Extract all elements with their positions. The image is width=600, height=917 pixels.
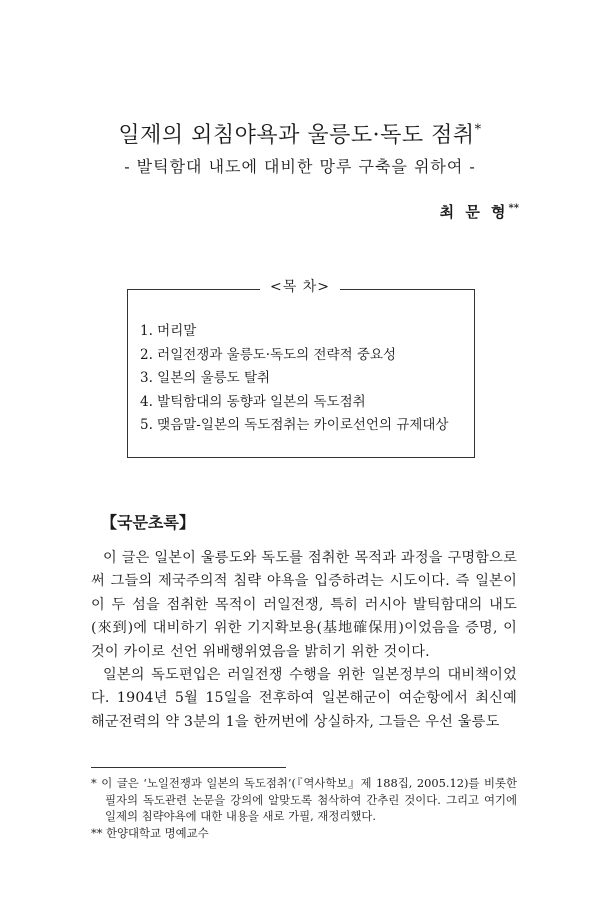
paper-title <box>0 118 600 149</box>
toc-item: 1. 머리말 <box>140 323 197 339</box>
abstract-paragraph: 이 글은 일본이 울릉도와 독도를 점취한 목적과 과정을 구명함으로써 그들의 제국주의적 침략 야욕을 입증하려는 시도이다. 즉 일본이 이 두 섬을 점취한 목적이 러일전쟁, 특히 러시아 발틱함대의 내도(來到)에 대비하기 위한 기지확보용(基地確保用)이었음을 증명, 이것이 카이로 선언 위배행위였음을 밝히기 위한 것이다. <box>91 550 517 660</box>
toc-item: 3. 일본의 울릉도 탈취 <box>140 370 271 386</box>
title-footnote-mark: * <box>474 122 482 138</box>
paper-subtitle: - 발틱함대 내도에 대비한 망루 구축을 위하여 - <box>124 157 476 176</box>
title-text: 일제의 외침야욕과 울릉도·독도 점취 <box>118 123 475 148</box>
toc-heading <box>0 276 600 296</box>
author-text: 최 문 형 <box>439 203 509 221</box>
footnotes <box>91 775 517 841</box>
author-footnote-mark: ** <box>508 203 519 214</box>
abstract-paragraph: 일본의 독도편입은 러일전쟁 수행을 위한 일본정부의 대비책이었다. 1904년 5월 15일을 전후하여 일본해군이 여순항에서 최신예 해군전력의 약 3분의 1을 한꺼번에 상실하자, 그들은 우선 울릉도 <box>91 667 517 730</box>
toc-heading-text: <목 차> <box>260 279 340 295</box>
footnote-author: ** 한양대학교 명예교수 <box>91 825 209 840</box>
abstract-body <box>91 547 517 734</box>
author-name <box>440 201 519 222</box>
footnote-divider <box>91 767 286 768</box>
toc-item: 4. 발틱함대의 동향과 일본의 독도점취 <box>140 393 366 410</box>
footnote-title: * 이 글은 ‘노일전쟁과 일본의 독도점취’(『역사학보』제 188집, 2005.12)를 비롯한 필자의 독도관련 논문을 강의에 알맞도록 첨삭하여 간추린 것이다. 그리고 여기에 일제의 침략야욕에 대한 내용을 새로 가필, 재정리했다. <box>91 776 517 823</box>
toc-item: 5. 맺음말-일본의 독도점취는 카이로선언의 규제대상 <box>140 417 449 433</box>
abstract-heading: 【국문초록】 <box>101 513 195 532</box>
toc-item: 2. 러일전쟁과 울릉도·독도의 전략적 중요성 <box>140 346 397 363</box>
toc-list <box>140 320 448 438</box>
